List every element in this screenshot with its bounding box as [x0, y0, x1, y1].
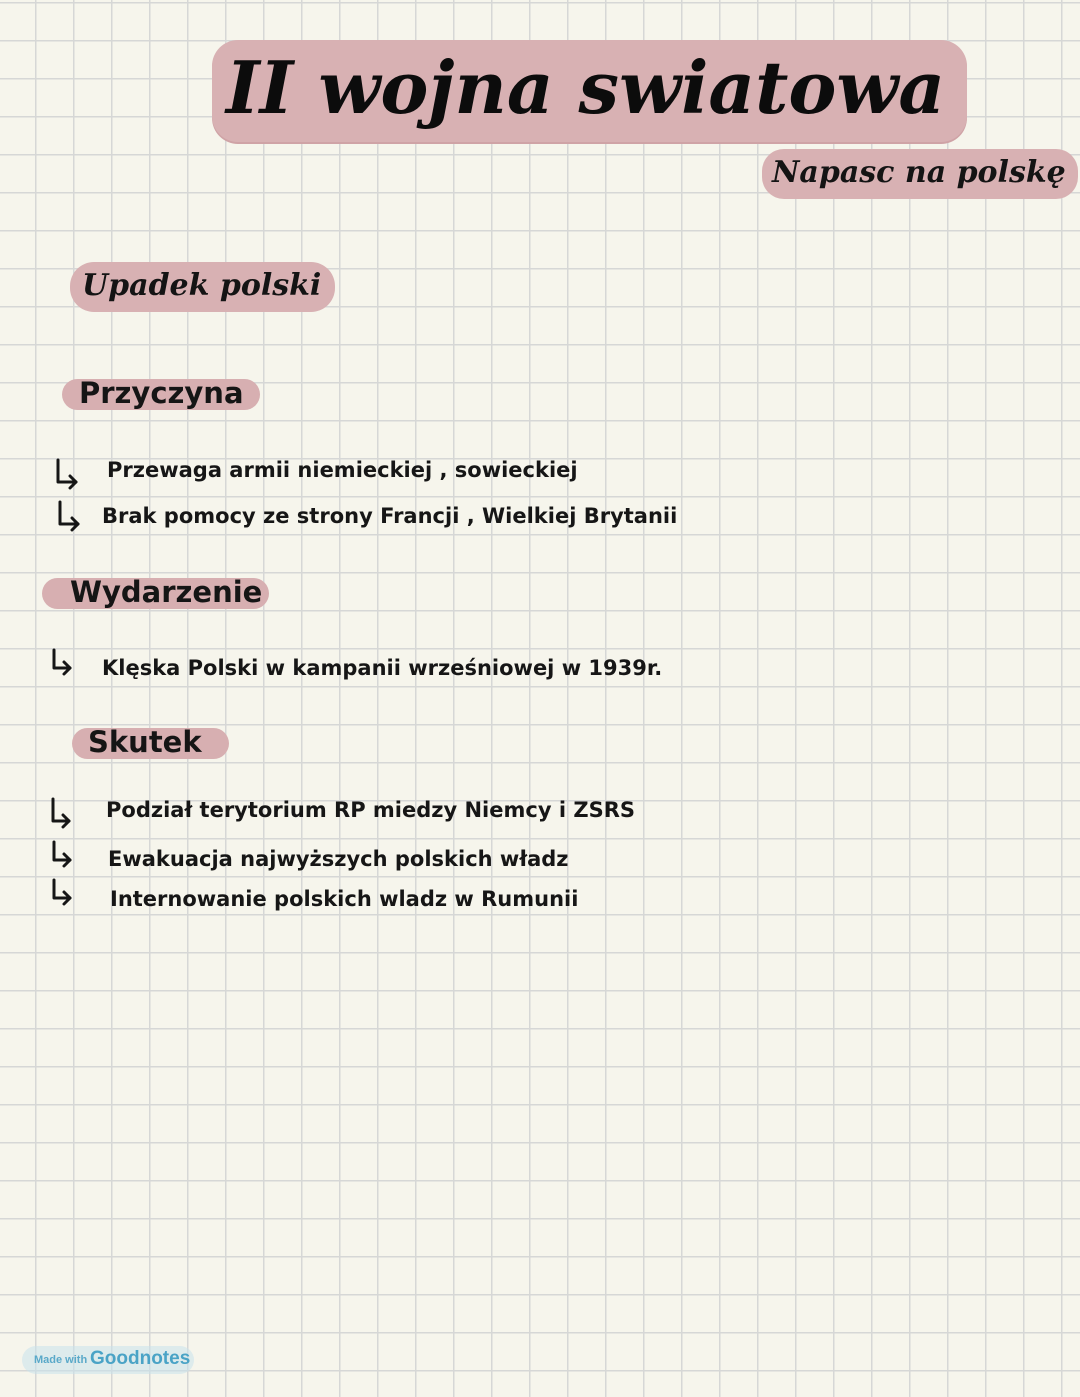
arrow-down-right-icon — [48, 878, 78, 910]
cause-heading: Przyczyna — [79, 376, 244, 410]
made-with-label: Made with — [34, 1354, 88, 1366]
effect-heading: Skutek — [88, 725, 202, 759]
page-title: II wojna swiatowa — [212, 40, 967, 142]
arrow-down-right-icon — [48, 648, 78, 680]
arrow-down-right-icon — [54, 500, 84, 532]
goodnotes-logo: Goodnotes — [90, 1348, 191, 1369]
event-heading: Wydarzenie — [70, 575, 263, 609]
topic-heading: Upadek polski — [70, 262, 335, 312]
list-item: Podział terytorium RP miedzy Niemcy i ZSRS — [106, 798, 635, 822]
list-item: Internowanie polskich wladz w Rumunii — [110, 887, 579, 911]
arrow-down-right-icon — [48, 840, 78, 872]
list-item: Ewakuacja najwyższych polskich władz — [108, 847, 569, 871]
list-item: Brak pomocy ze strony Francji , Wielkiej Brytanii — [102, 504, 678, 528]
page-subtitle: Napasc na polskę — [762, 149, 1078, 199]
arrow-down-right-icon — [47, 797, 77, 829]
list-item: Przewaga armii niemieckiej , sowieckiej — [107, 458, 578, 482]
arrow-down-right-icon — [52, 458, 82, 490]
list-item: Klęska Polski w kampanii wrześniowej w 1939r. — [102, 656, 663, 680]
